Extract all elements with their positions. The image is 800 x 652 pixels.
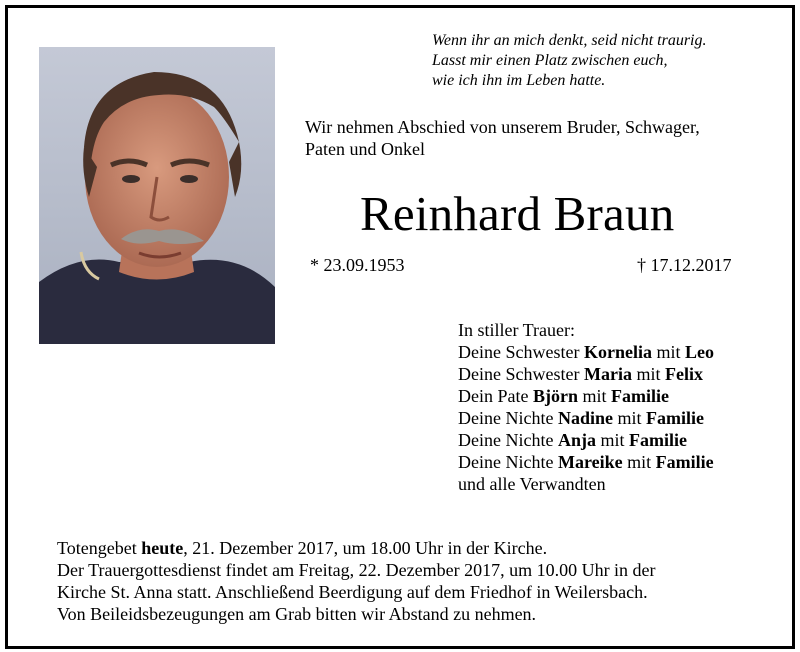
notice-line [57,537,757,559]
mourner-partner: Familie [646,408,704,428]
mourner-conjunction: mit [651,342,685,362]
poem-line: wie ich ihn im Leben hatte. [432,72,606,89]
mourner-line [458,341,714,363]
poem [432,31,707,91]
mourner-line [458,407,714,429]
deceased-name: Reinhard Braun [360,186,675,241]
portrait-photo [39,47,275,344]
death-date: † 17.12.2017 [637,255,732,275]
mourner-name: Björn [532,386,578,406]
mourner-relation: Deine Schwester [458,364,584,384]
mourners-closing: und alle Verwandten [458,474,606,494]
poem-line: Lasst mir einen Platz zwischen euch, [432,52,668,69]
mourner-line [458,385,714,407]
mourner-name: Nadine [557,408,613,428]
mourner-conjunction: mit [631,364,665,384]
notice-line: Von Beileidsbezeugungen am Grab bitten wir Abstand zu nehmen. [57,604,537,624]
farewell-line: Wir nehmen Abschied von unserem Bruder, Schwager, [305,117,700,137]
notice-line: Kirche St. Anna statt. Anschließend Beerdigung auf dem Friedhof in Weilersbach. [57,582,648,602]
mourner-conjunction: mit [595,430,629,450]
poem-line: Wenn ihr an mich denkt, seid nicht traurig. [432,32,707,49]
mourner-name: Mareike [557,452,623,472]
mourners-intro: In stiller Trauer: [458,320,575,340]
mourner-relation: Deine Nichte [458,452,558,472]
mourner-line [458,363,714,385]
mourner-name: Kornelia [583,342,652,362]
mourner-partner: Leo [684,342,714,362]
birth-date: * 23.09.1953 [310,255,405,275]
mourner-conjunction: mit [622,452,656,472]
notice-line: Der Trauergottesdienst findet am Freitag, 22. Dezember 2017, um 10.00 Uhr in der [57,560,656,580]
mourner-relation: Deine Schwester [458,342,584,362]
notice-text: Totengebet [57,538,142,558]
mourner-partner: Familie [611,386,669,406]
mourner-conjunction: mit [612,408,646,428]
notice-text: , 21. Dezember 2017, um 18.00 Uhr in der Kirche. [183,538,548,558]
mourner-partner: Familie [655,452,714,472]
mourner-conjunction: mit [577,386,611,406]
farewell-text [305,116,775,160]
mourner-name: Anja [557,430,596,450]
mourner-partner: Familie [629,430,687,450]
farewell-line: Paten und Onkel [305,139,425,159]
mourner-relation: Dein Pate [458,386,533,406]
mourner-name: Maria [583,364,632,384]
mourner-relation: Deine Nichte [458,408,558,428]
mourner-line [458,451,714,473]
mourner-relation: Deine Nichte [458,430,558,450]
mourner-line [458,429,714,451]
mourners-list [458,319,714,495]
notice-emphasis: heute [141,538,184,558]
mourner-partner: Felix [664,364,703,384]
service-notice [57,537,757,625]
